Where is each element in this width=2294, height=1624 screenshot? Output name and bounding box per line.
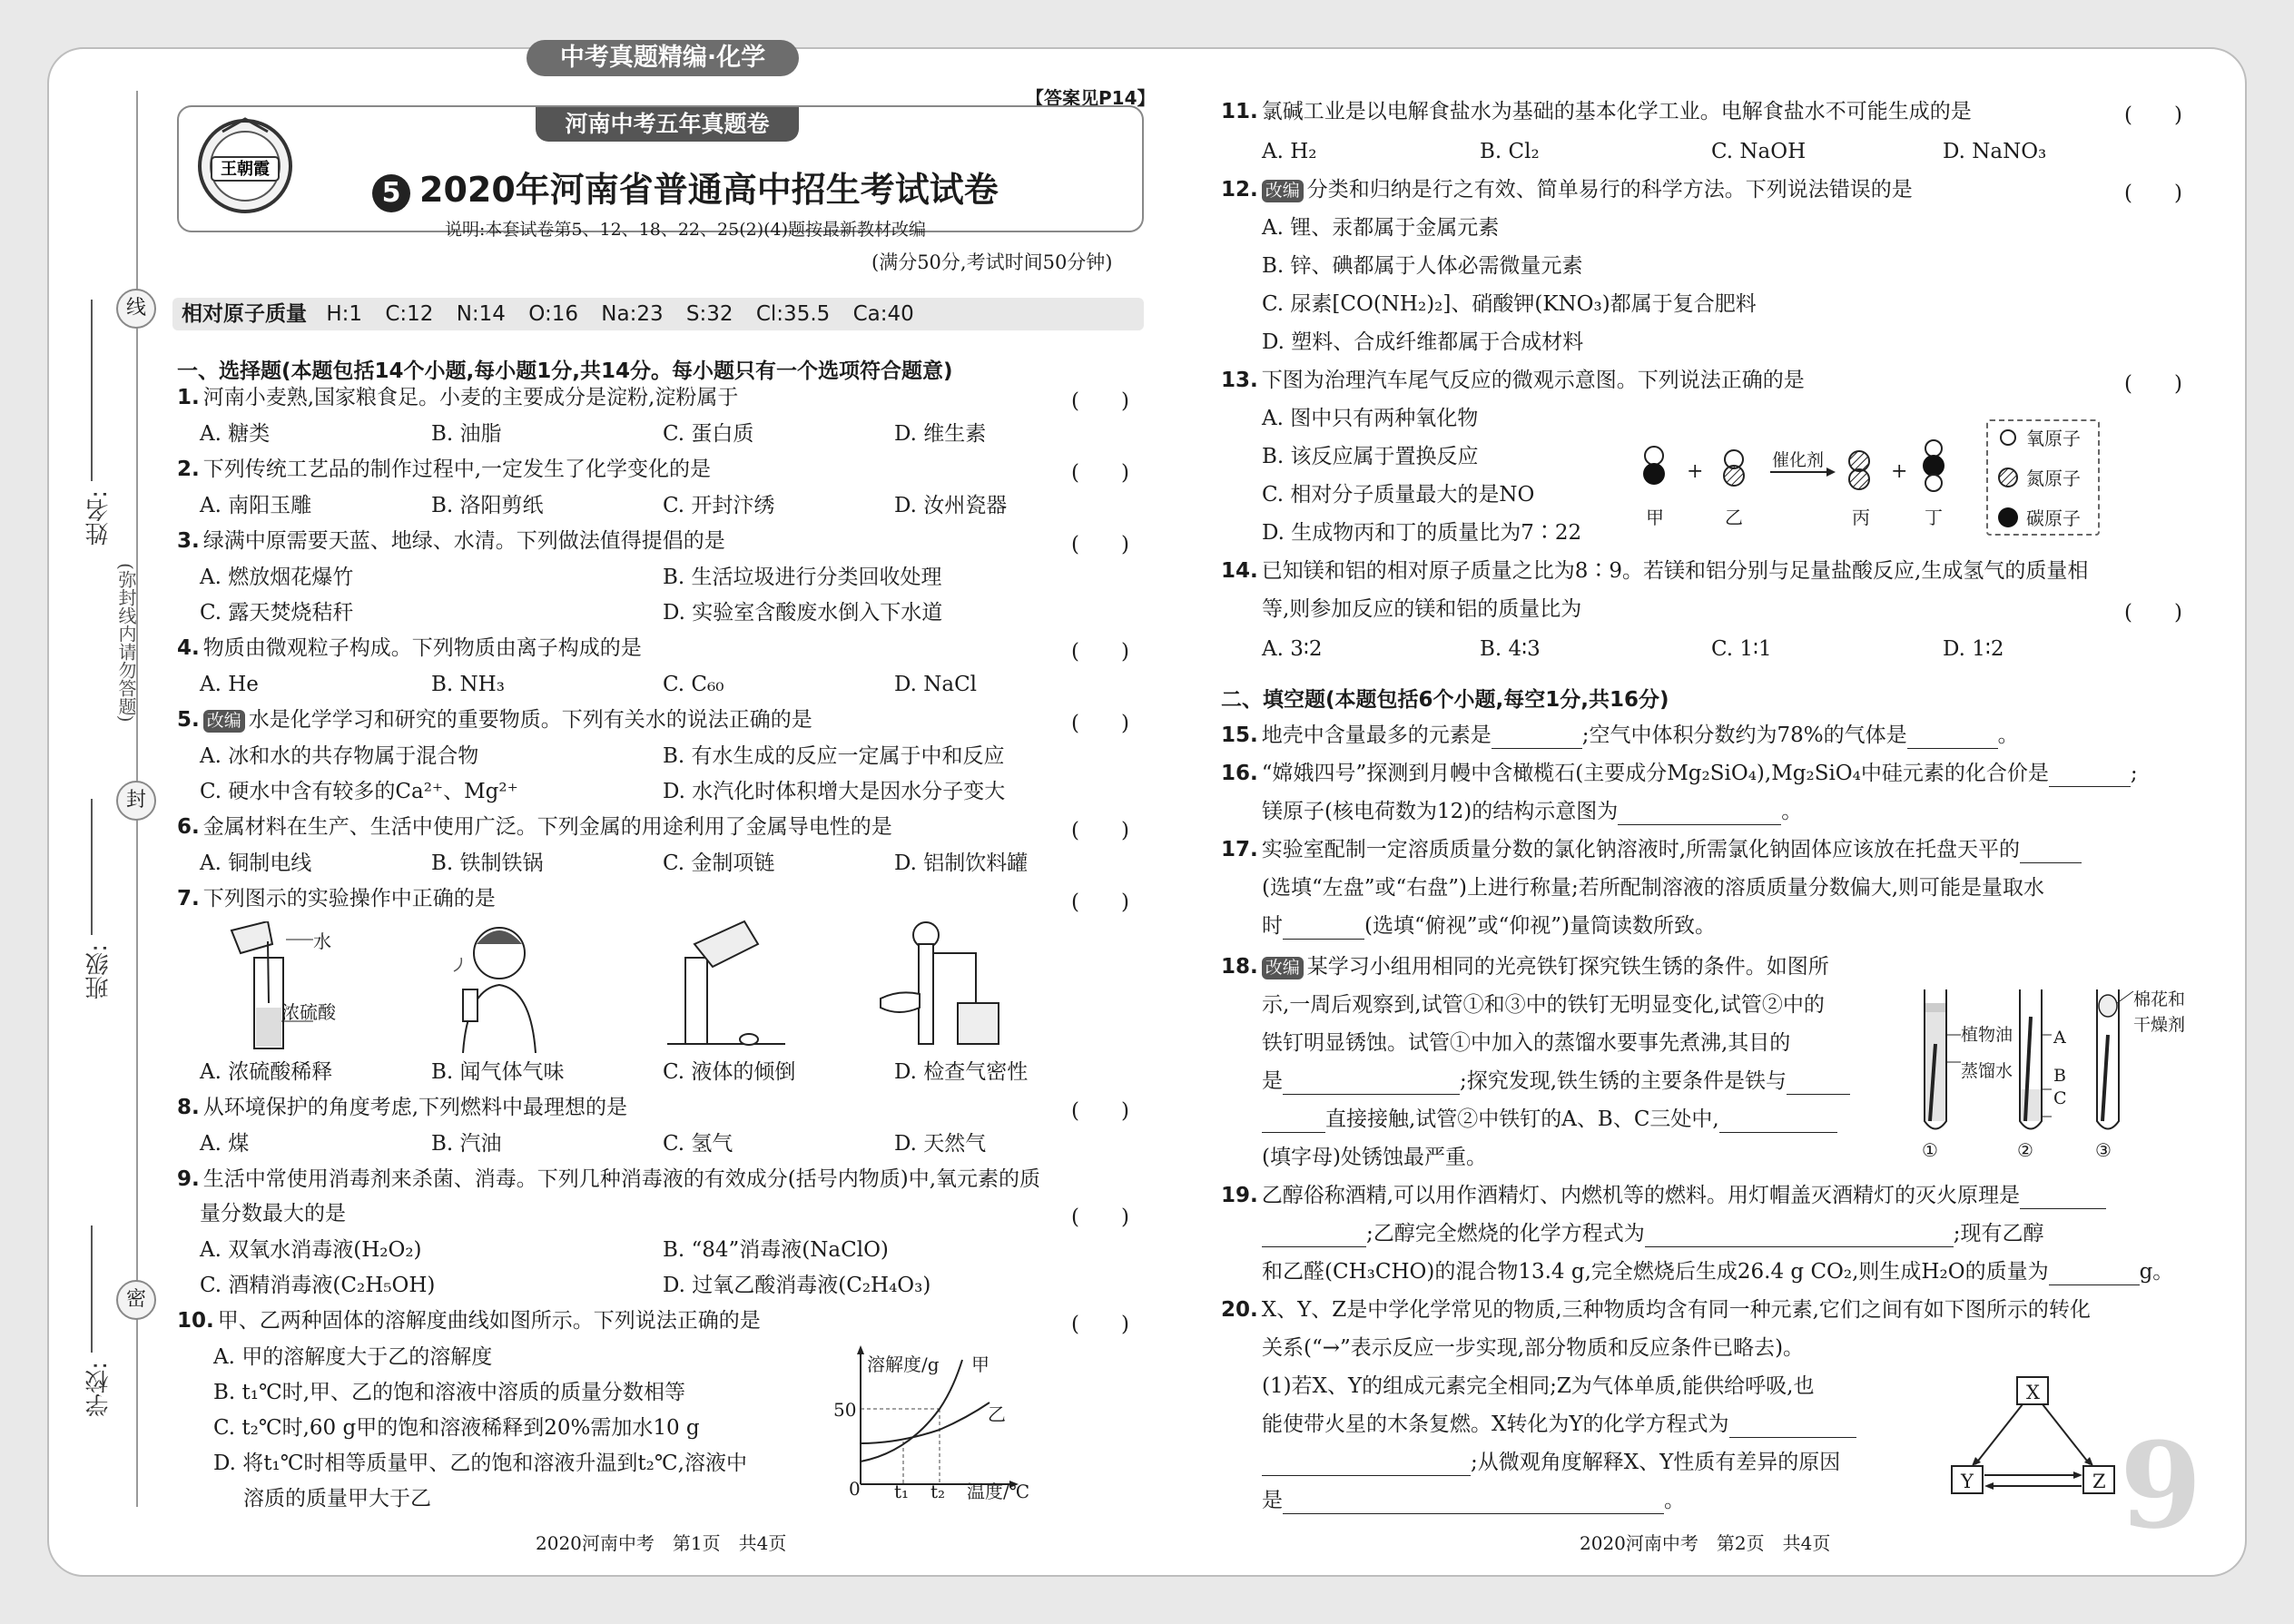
question-6: 6. 金属材料在生产、生活中使用广泛。下列金属的用途利用了金属导电性的是 [177, 815, 892, 839]
q8-option-b[interactable]: B. 汽油 [431, 1132, 502, 1156]
question-18-line3: 铁钉明显锈蚀。试管①中加入的蒸馏水要事先煮沸,其目的 [1262, 1031, 1791, 1055]
question-20-part1: (1)若X、Y的组成元素完全相同;Z为气体单质,能供给呼吸,也 [1262, 1374, 1815, 1398]
q12-option-b[interactable]: B. 锌、碘都属于人体必需微量元素 [1262, 254, 1583, 278]
revision-note: 说明:本套试卷第5、12、18、22、25(2)(4)题按最新教材改编 [445, 220, 927, 240]
atomic-mass-bar [172, 298, 1144, 330]
answer-blank-2[interactable]: ( ) [1071, 461, 1129, 485]
graph-y-label: 溶解度/g [867, 1353, 940, 1375]
book-tab: 中考真题精编·化学 [527, 40, 799, 76]
tube-3-label: ③ [2095, 1139, 2112, 1161]
graph-tick-t1: t₁ [894, 1481, 910, 1502]
q9-option-d[interactable]: D. 过氧乙酸消毒液(C₂H₄O₃) [663, 1274, 931, 1297]
graph-tick-50: 50 [833, 1399, 857, 1421]
fill-blank[interactable] [1283, 1075, 1460, 1095]
label-point-b: B [2053, 1066, 2066, 1086]
q14-option-d[interactable]: D. 1∶2 [1943, 637, 2004, 661]
q8-option-d[interactable]: D. 天然气 [894, 1132, 987, 1156]
q6-option-a[interactable]: A. 铜制电线 [200, 851, 312, 875]
q3-option-a[interactable]: A. 燃放烟花爆竹 [200, 566, 354, 589]
catalyst-label: 催化剂 [1772, 450, 1825, 470]
q7-option-b[interactable]: B. 闻气体气味 [431, 1060, 565, 1084]
atomic-mass-value: N:14 [456, 302, 506, 326]
atom-legend-icons [1995, 427, 2023, 534]
tube-1-label: ① [1922, 1139, 1938, 1161]
side-mark-line: 线 [116, 289, 156, 329]
question-3: 3. 绿满中原需要天蓝、地绿、水清。下列做法值得提倡的是 [177, 529, 725, 553]
fill-blank[interactable] [2020, 843, 2082, 863]
question-20-cont: 关系(“→”表示反应一步实现,部分物质和反应条件已略去)。 [1262, 1336, 1805, 1360]
answer-blank-5[interactable]: ( ) [1071, 712, 1129, 735]
atomic-mass-value: Ca:40 [852, 302, 914, 326]
atomic-mass-value: C:12 [385, 302, 434, 326]
question-7: 7. 下列图示的实验操作中正确的是 [177, 887, 496, 910]
q2-option-a[interactable]: A. 南阳玉雕 [200, 494, 312, 517]
legend-carbon: 碳原子 [2026, 507, 2081, 529]
question-14: 14. 已知镁和铝的相对原子质量之比为8∶9。若镁和铝分别与足量盐酸反应,生成氢气的质量相 [1221, 559, 2089, 583]
answer-blank-7[interactable]: ( ) [1071, 891, 1129, 914]
atomic-mass-value: Cl:35.5 [755, 302, 831, 326]
q9-option-a[interactable]: A. 双氧水消毒液(H₂O₂) [200, 1238, 422, 1262]
name-field[interactable] [91, 300, 93, 481]
question-19: 19. 乙醇俗称酒精,可以用作酒精灯、内燃机等的燃料。用灯帽盖灭酒精灯的灭火原理是 [1221, 1182, 2106, 1209]
binding-warning: (弥封线内请勿答题) [115, 563, 137, 723]
q10-option-c[interactable]: C. t₂℃时,60 g甲的饱和溶液稀释到20%需加水10 g [213, 1416, 700, 1440]
q8-option-a[interactable]: A. 煤 [200, 1132, 250, 1156]
graph-origin: 0 [849, 1478, 861, 1500]
fill-blank[interactable] [2049, 767, 2131, 787]
answer-blank-6[interactable]: ( ) [1071, 819, 1129, 842]
answer-blank-3[interactable]: ( ) [1071, 533, 1129, 556]
fill-blank[interactable] [2020, 1189, 2106, 1209]
question-16: 16. “嫦娥四号”探测到月幔中含橄榄石(主要成分Mg₂SiO₄),Mg₂SiO₄中硅元素的化合价是 ; [1221, 762, 2138, 785]
node-z: Z [2092, 1471, 2106, 1492]
revised-badge: 改编 [203, 710, 245, 733]
q4-option-c[interactable]: C. C₆₀ [663, 673, 724, 696]
q5-option-d[interactable]: D. 水汽化时体积增大是因水分子变大 [663, 780, 1006, 803]
question-11: 11. 氯碱工业是以电解食盐水为基础的基本化学工业。电解食盐水不可能生成的是 [1221, 100, 1972, 123]
q10-option-b[interactable]: B. t₁℃时,甲、乙的饱和溶液中溶质的质量分数相等 [213, 1381, 686, 1404]
tube-2-label: ② [2017, 1139, 2033, 1161]
q2-option-c[interactable]: C. 开封汴绣 [663, 494, 775, 517]
footer-page-1: 2020河南中考 第1页 共4页 [536, 1532, 787, 1554]
label-desiccant: 干燥剂 [2133, 1015, 2186, 1035]
q1-option-c[interactable]: C. 蛋白质 [663, 422, 754, 446]
fill-blank[interactable] [1492, 729, 1582, 749]
answer-blank-12[interactable]: ( ) [2124, 182, 2182, 205]
question-12: 12. 改编 分类和归纳是行之有效、简单易行的科学方法。下列说法错误的是 [1221, 178, 1913, 202]
question-17: 17. 实验室配制一定溶质质量分数的氯化钠溶液时,所需氯化钠固体应该放在托盘天平的 [1221, 836, 2082, 863]
q14-option-a[interactable]: A. 3∶2 [1262, 637, 1323, 661]
graph-tick-t2: t₂ [930, 1481, 946, 1502]
atomic-mass-value: S:32 [685, 302, 733, 326]
acid-dilution-figure [227, 921, 363, 1053]
q11-option-d[interactable]: D. NaNO₃ [1943, 140, 2047, 163]
q12-option-a[interactable]: A. 锂、汞都属于金属元素 [1262, 216, 1500, 240]
question-4: 4. 物质由微观粒子构成。下列物质由离子构成的是 [177, 636, 642, 660]
class-label: 班级: [85, 944, 113, 999]
question-10: 10. 甲、乙两种固体的溶解度曲线如图所示。下列说法正确的是 [177, 1309, 761, 1333]
atomic-mass-value: O:16 [528, 302, 578, 326]
fill-blank[interactable] [1719, 1113, 1837, 1133]
question-14-cont: 等,则参加反应的镁和铝的质量比为 [1262, 597, 1582, 621]
answer-ref: 【答案见P14】 [1026, 87, 1156, 109]
q6-option-b[interactable]: B. 铁制铁锅 [431, 851, 544, 875]
q6-option-d[interactable]: D. 铝制饮料罐 [894, 851, 1029, 875]
q11-option-a[interactable]: A. H₂ [1262, 140, 1317, 163]
question-20-part1-cont: 能使带火星的木条复燃。X转化为Y的化学方程式为 [1262, 1411, 1856, 1438]
question-18: 18. 改编 某学习小组用相同的光亮铁钉探究铁生锈的条件。如图所 [1221, 955, 1829, 979]
rust-test-tubes-figure [1915, 980, 2151, 1144]
question-9-cont: 量分数最大的是 [200, 1202, 346, 1225]
legend-oxygen: 氧原子 [2026, 428, 2081, 449]
label-point-c: C [2053, 1088, 2067, 1108]
q14-option-b[interactable]: B. 4∶3 [1480, 637, 1541, 661]
answer-blank-9[interactable]: ( ) [1071, 1206, 1129, 1229]
q3-option-c[interactable]: C. 露天焚烧秸秆 [200, 601, 354, 625]
question-18-line4: 是 ;探究发现,铁生锈的主要条件是铁与 [1262, 1068, 1850, 1095]
q5-option-c[interactable]: C. 硬水中含有较多的Ca²⁺、Mg²⁺ [200, 780, 518, 803]
question-13: 13. 下图为治理汽车尾气反应的微观示意图。下列说法正确的是 [1221, 369, 1805, 392]
q13-option-d[interactable]: D. 生成物丙和丁的质量比为7∶22 [1262, 521, 1582, 545]
legend-nitrogen: 氮原子 [2026, 468, 2081, 489]
question-1: 1. 河南小麦熟,国家粮食足。小麦的主要成分是淀粉,淀粉属于 [177, 386, 739, 409]
graph-x-label: 温度/℃ [967, 1481, 1030, 1502]
exam-title: 5 2020年河南省普通高中招生考试试卷 [372, 162, 999, 212]
q11-option-c[interactable]: C. NaOH [1711, 140, 1807, 163]
q12-option-c[interactable]: C. 尿素[CO(NH₂)₂]、硝酸钾(KNO₃)都属于复合肥料 [1262, 292, 1757, 316]
label-distilled-water: 蒸馏水 [1961, 1061, 2013, 1081]
question-20-part1-cont2: ;从微观角度解释X、Y性质有差异的原因 [1262, 1449, 1840, 1476]
answer-blank-13[interactable]: ( ) [2124, 372, 2182, 396]
fill-blank[interactable] [1645, 1227, 1954, 1247]
q7-option-a[interactable]: A. 浓硫酸稀释 [200, 1060, 333, 1084]
answer-blank-14[interactable]: ( ) [2124, 601, 2182, 625]
q9-option-c[interactable]: C. 酒精消毒液(C₂H₅OH) [200, 1274, 436, 1297]
question-9: 9. 生活中常使用消毒剂来杀菌、消毒。下列几种消毒液的有效成分(括号内物质)中,氧元素的质 [177, 1167, 1041, 1191]
product-d-label: 丁 [1925, 507, 1943, 528]
q2-option-d[interactable]: D. 汝州瓷器 [894, 494, 1008, 517]
question-18-line2: 示,一周后观察到,试管①和③中的铁钉无明显变化,试管②中的 [1262, 993, 1825, 1017]
class-field[interactable] [91, 799, 93, 935]
q2-option-b[interactable]: B. 洛阳剪纸 [431, 494, 544, 517]
q4-option-b[interactable]: B. NH₃ [431, 673, 505, 696]
name-label: 姓名: [85, 490, 113, 546]
atomic-mass-value: H:1 [326, 302, 362, 326]
fill-blank[interactable] [1262, 1456, 1471, 1476]
label-sulfuric-acid: 浓硫酸 [281, 1001, 336, 1023]
revised-badge: 改编 [1262, 180, 1304, 202]
graph-curve-a-label: 甲 [971, 1353, 989, 1375]
question-18-line6: (填字母)处锈蚀最严重。 [1262, 1146, 1487, 1169]
fill-blank[interactable] [1283, 920, 1364, 940]
atomic-mass-label: 相对原子质量 [182, 302, 307, 326]
answer-blank-1[interactable]: ( ) [1071, 389, 1129, 413]
answer-blank-10[interactable]: ( ) [1071, 1313, 1129, 1336]
question-17-cont2: 时 (选填“俯视”或“仰视”)量筒读数所致。 [1262, 914, 1716, 938]
q5-option-b[interactable]: B. 有水生成的反应一定属于中和反应 [663, 744, 1005, 768]
q4-option-a[interactable]: A. He [200, 673, 259, 696]
q9-option-b[interactable]: B. “84”消毒液(NaClO) [663, 1238, 889, 1262]
label-cotton: 棉花和 [2133, 989, 2186, 1009]
q11-option-b[interactable]: B. Cl₂ [1480, 140, 1540, 163]
plus-sign: + [1891, 460, 1908, 483]
answer-blank-11[interactable]: ( ) [2124, 103, 2182, 127]
q1-option-a[interactable]: A. 糖类 [200, 422, 271, 446]
smell-gas-figure [436, 917, 563, 1053]
question-2: 2. 下列传统工艺品的制作过程中,一定发生了化学变化的是 [177, 458, 712, 481]
question-18-line5: 直接接触,试管②中铁钉的A、B、C三处中, [1262, 1106, 1837, 1133]
section-2-heading: 二、填空题(本题包括6个小题,每空1分,共16分) [1221, 688, 1669, 712]
question-16-cont: 镁原子(核电荷数为12)的结构示意图为 。 [1262, 800, 1803, 823]
fill-blank[interactable] [1283, 1494, 1664, 1514]
q12-option-d[interactable]: D. 塑料、合成纤维都属于合成材料 [1262, 330, 1584, 354]
fill-blank[interactable] [1262, 1227, 1366, 1247]
score-info: (满分50分,考试时间50分钟) [871, 251, 1113, 273]
atomic-mass-value: Na:23 [601, 302, 664, 326]
question-20: 20. X、Y、Z是中学化学常见的物质,三种物质均含有同一种元素,它们之间有如下图所示的转化 [1221, 1298, 2091, 1322]
question-15: 15. 地壳中含量最多的元素是 ;空气中体积分数约为78%的气体是 。 [1221, 723, 2019, 747]
q10-option-a[interactable]: A. 甲的溶解度大于乙的溶解度 [213, 1345, 493, 1369]
side-mark-mark: 密 [116, 1280, 156, 1320]
airtightness-figure [876, 917, 1012, 1053]
q7-option-c[interactable]: C. 液体的倾倒 [663, 1060, 796, 1084]
question-19-cont2: 和乙醛(CH₃CHO)的混合物13.4 g,完全燃烧后生成26.4 g CO₂,则生成H₂O的质量为 g。 [1262, 1260, 2174, 1284]
school-label: 学校: [85, 1362, 113, 1417]
q3-option-b[interactable]: B. 生活垃圾进行分类回收处理 [663, 566, 942, 589]
fill-blank[interactable] [1907, 729, 1998, 749]
q14-option-c[interactable]: C. 1∶1 [1711, 637, 1772, 661]
fill-blank[interactable] [1787, 1075, 1850, 1095]
q4-option-d[interactable]: D. NaCl [894, 673, 978, 696]
node-y: Y [1961, 1471, 1974, 1492]
reactant-b-label: 乙 [1725, 507, 1743, 528]
label-point-a: A [2053, 1028, 2066, 1048]
graph-curve-b-label: 乙 [988, 1403, 1006, 1425]
q13-option-b[interactable]: B. 该反应属于置换反应 [1262, 445, 1479, 468]
q1-option-d[interactable]: D. 维生素 [894, 422, 987, 446]
label-vegetable-oil: 植物油 [1961, 1025, 2013, 1045]
answer-blank-4[interactable]: ( ) [1071, 640, 1129, 664]
reactant-a-label: 甲 [1646, 507, 1664, 528]
label-water: 水 [313, 930, 331, 952]
page-mark: 9 [2120, 1416, 2202, 1555]
q13-option-c[interactable]: C. 相对分子质量最大的是NO [1262, 483, 1535, 507]
question-17-cont: (选填“左盘”或“右盘”)上进行称量;若所配制溶液的溶质质量分数偏大,则可能是量取水 [1262, 876, 2045, 900]
q8-option-c[interactable]: C. 氢气 [663, 1132, 733, 1156]
q7-option-d[interactable]: D. 检查气密性 [894, 1060, 1029, 1084]
revised-badge: 改编 [1262, 957, 1304, 979]
q1-option-b[interactable]: B. 油脂 [431, 422, 502, 446]
question-19-cont: ;乙醇完全燃烧的化学方程式为 ;现有乙醇 [1262, 1220, 2044, 1247]
fill-blank[interactable] [1729, 1418, 1856, 1438]
svg-text:王朝霞: 王朝霞 [221, 160, 270, 179]
school-field[interactable] [91, 1225, 93, 1353]
fill-blank[interactable] [1618, 805, 1781, 825]
q13-option-a[interactable]: A. 图中只有两种氧化物 [1262, 407, 1479, 430]
question-8: 8. 从环境保护的角度考虑,下列燃料中最理想的是 [177, 1096, 628, 1119]
node-x: X [2026, 1382, 2040, 1403]
fill-blank[interactable] [2049, 1265, 2140, 1285]
question-5: 5. 改编 水是化学学习和研究的重要物质。下列有关水的说法正确的是 [177, 708, 812, 732]
pour-liquid-figure [658, 917, 794, 1053]
product-c-label: 丙 [1852, 507, 1870, 528]
side-mark-seal: 封 [116, 781, 156, 821]
plus-sign: + [1687, 460, 1704, 483]
publisher-logo-icon [195, 113, 295, 222]
question-20-part1-cont3: 是 。 [1262, 1489, 1685, 1512]
series-tab: 河南中考五年真题卷 [536, 107, 799, 142]
q5-option-a[interactable]: A. 冰和水的共存物属于混合物 [200, 744, 479, 768]
q10-option-d[interactable]: D. 将t₁℃时相等质量甲、乙的饱和溶液升温到t₂℃,溶液中 [213, 1452, 747, 1475]
q6-option-c[interactable]: C. 金制项链 [663, 851, 775, 875]
section-1-heading: 一、选择题(本题包括14个小题,每小题1分,共14分。每小题只有一个选项符合题意) [177, 359, 953, 383]
answer-blank-8[interactable]: ( ) [1071, 1099, 1129, 1123]
q3-option-d[interactable]: D. 实验室含酸废水倒入下水道 [663, 601, 943, 625]
exam-number-badge: 5 [372, 174, 410, 212]
q10-option-d-cont: 溶质的质量甲大于乙 [243, 1487, 431, 1511]
footer-page-2: 2020河南中考 第2页 共4页 [1580, 1532, 1831, 1554]
fill-blank[interactable] [1262, 1113, 1325, 1133]
